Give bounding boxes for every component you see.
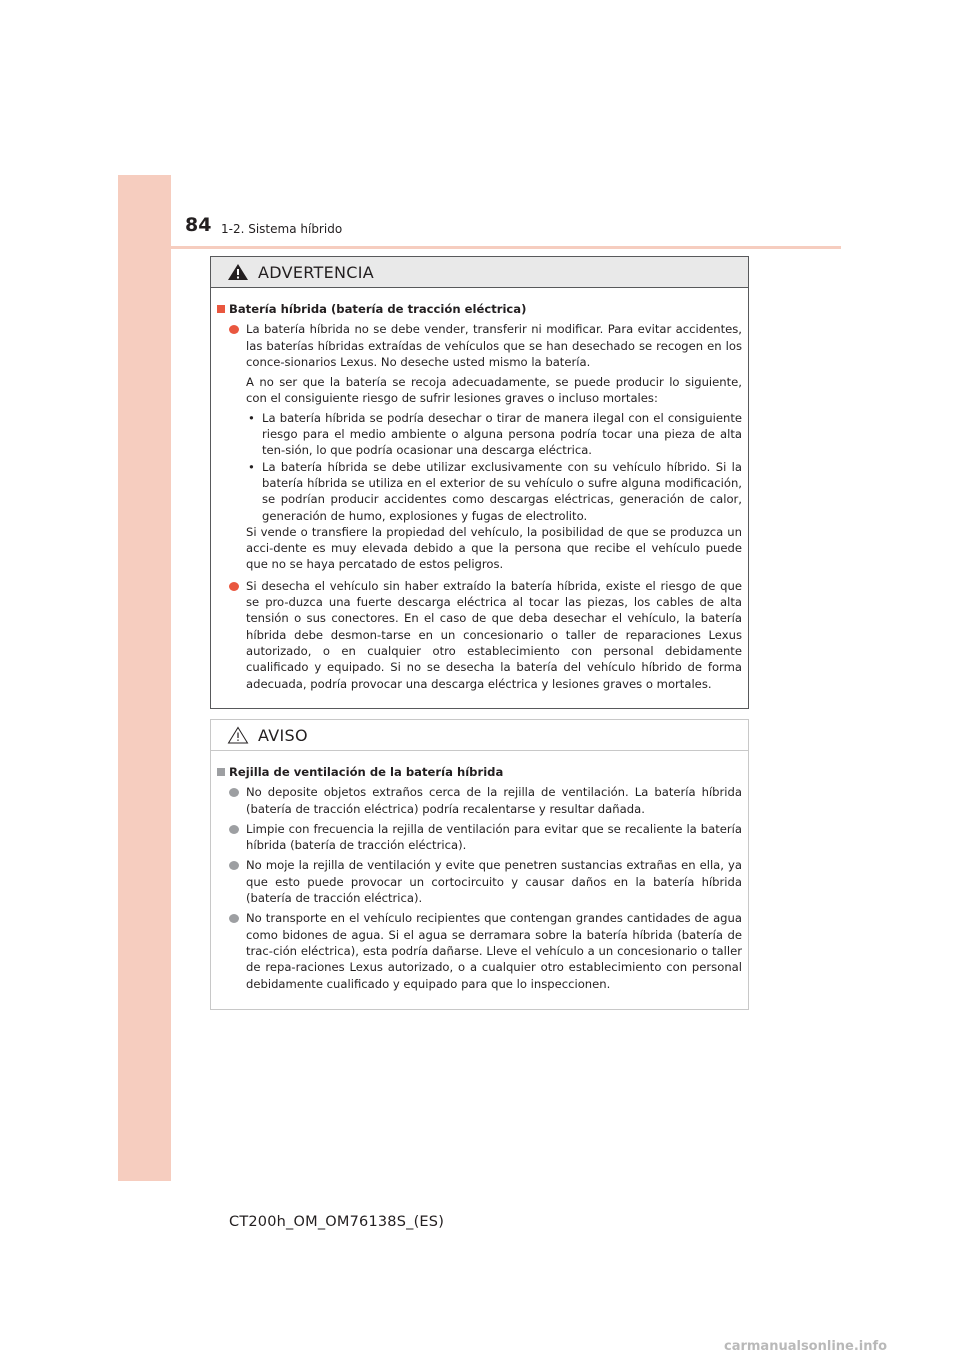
caution-triangle-icon <box>227 726 249 744</box>
list-item <box>248 459 742 524</box>
warning-triangle-icon <box>227 263 249 281</box>
warning-item-text: La batería híbrida no se debe vender, transferir ni modificar. Para evitar accidentes, las baterías híbridas extraídas de vehículos que se han desechado se recogen en los conce-sionarios Lexus. No deseche usted mismo la batería. <box>246 322 742 369</box>
bullet-mark: • <box>248 459 255 474</box>
circle-bullet-icon <box>229 861 239 870</box>
notice-item-text: No transporte en el vehículo recipientes que contengan grandes cantidades de agua como bidones de agua. Si el agua se derramara sobre la batería híbrida (batería de trac-ción eléctrica), esta podría dañarse. Lleve el vehículo a un concesionario o taller de repa-raciones Lexus autorizado, o a cualquier otro establecimiento con personal debidamente cualificado y equipado para que lo inspeccionen. <box>246 911 742 991</box>
warning-paragraph: Si vende o transfiere la propiedad del vehículo, la posibilidad de que se produzca un acci-dente es muy elevada debido a que la persona que recibe el vehículo puede que no se haya percatado de estos peligros. <box>246 524 742 572</box>
section-title: 1-2. Sistema híbrido <box>221 222 343 236</box>
notice-heading-text: Rejilla de ventilación de la batería híbrida <box>229 765 504 779</box>
notice-item <box>229 857 742 906</box>
warning-bullet-list <box>246 410 742 524</box>
notice-body <box>211 751 748 992</box>
circle-bullet-icon <box>229 582 239 591</box>
warning-box <box>210 256 749 709</box>
watermark: carmanualsonline.info <box>724 1339 888 1354</box>
warning-item-text: Si desecha el vehículo sin haber extraído la batería híbrida, existe el riesgo de que se pro-duzca una fuerte descarga eléctrica al tocar las piezas, los cables de alta tensión o sus conectores. En el caso de que deba desechar el vehículo, la batería híbrida debe desmon-tarse en un concesionario o taller de reparaciones Lexus autorizado, o en cualquier otro establecimiento con personal debidamente cualificado y equipado. Si no se desecha la batería del vehículo híbrido de forma adecuada, podría provocar una descarga eléctrica y lesiones graves o mortales. <box>246 578 742 691</box>
bullet-text: La batería híbrida se debe utilizar exclusivamente con su vehículo híbrido. Si la batería híbrida se utiliza en el exterior de su vehículo o sufre alguna modificación, se podrían producir accidentes como descargas eléctricas, generación de calor, generación de humo, explosiones y fugas de electrolito. <box>262 459 742 523</box>
warning-heading-text: Batería híbrida (batería de tracción eléctrica) <box>229 302 527 316</box>
warning-header <box>211 257 748 288</box>
list-item <box>248 410 742 459</box>
circle-bullet-icon <box>229 825 239 834</box>
square-bullet-icon <box>217 305 225 313</box>
notice-item <box>229 910 742 991</box>
warning-item <box>229 321 742 370</box>
warning-paragraph: A no ser que la batería se recoja adecuadamente, se puede producir lo siguiente, con el consiguiente riesgo de sufrir lesiones graves o incluso mortales: <box>246 375 742 406</box>
side-color-band <box>118 175 171 1181</box>
notice-item <box>229 821 742 854</box>
page-header <box>171 208 841 249</box>
warning-heading <box>217 301 742 317</box>
notice-item-text: No moje la rejilla de ventilación y evite que penetren sustancias extrañas en ella, ya que esto puede provocar un cortocircuito y causar daños en la batería híbrida (batería de tracción eléctrica). <box>246 858 742 906</box>
circle-bullet-icon <box>229 325 239 334</box>
notice-item-text: No deposite objetos extraños cerca de la rejilla de ventilación. La batería híbrida (batería de tracción eléctrica) podría recalentarse y resultar dañada. <box>246 785 742 816</box>
notice-title: AVISO <box>258 725 308 745</box>
warning-body <box>211 288 748 692</box>
bullet-mark: • <box>248 410 255 425</box>
circle-bullet-icon <box>229 788 239 797</box>
page-number: 84 <box>185 214 212 236</box>
notice-item <box>229 784 742 817</box>
square-bullet-icon <box>217 768 225 776</box>
warning-item <box>229 578 742 692</box>
bullet-text: La batería híbrida se podría desechar o tirar de manera ilegal con el consiguiente riesgo para el medio ambiente o alguna persona podría tocar una pieza de alta ten-sión, lo que podría ocasionar una descarga eléctrica. <box>262 410 742 458</box>
document-code: CT200h_OM_OM76138S_(ES) <box>229 1214 445 1230</box>
warning-title: ADVERTENCIA <box>258 262 374 282</box>
notice-heading <box>217 764 742 780</box>
circle-bullet-icon <box>229 914 239 923</box>
notice-item-text: Limpie con frecuencia la rejilla de ventilación para evitar que se recaliente la batería híbrida (batería de tracción eléctrica). <box>246 821 742 853</box>
notice-header <box>211 720 748 751</box>
notice-box <box>210 719 749 1010</box>
